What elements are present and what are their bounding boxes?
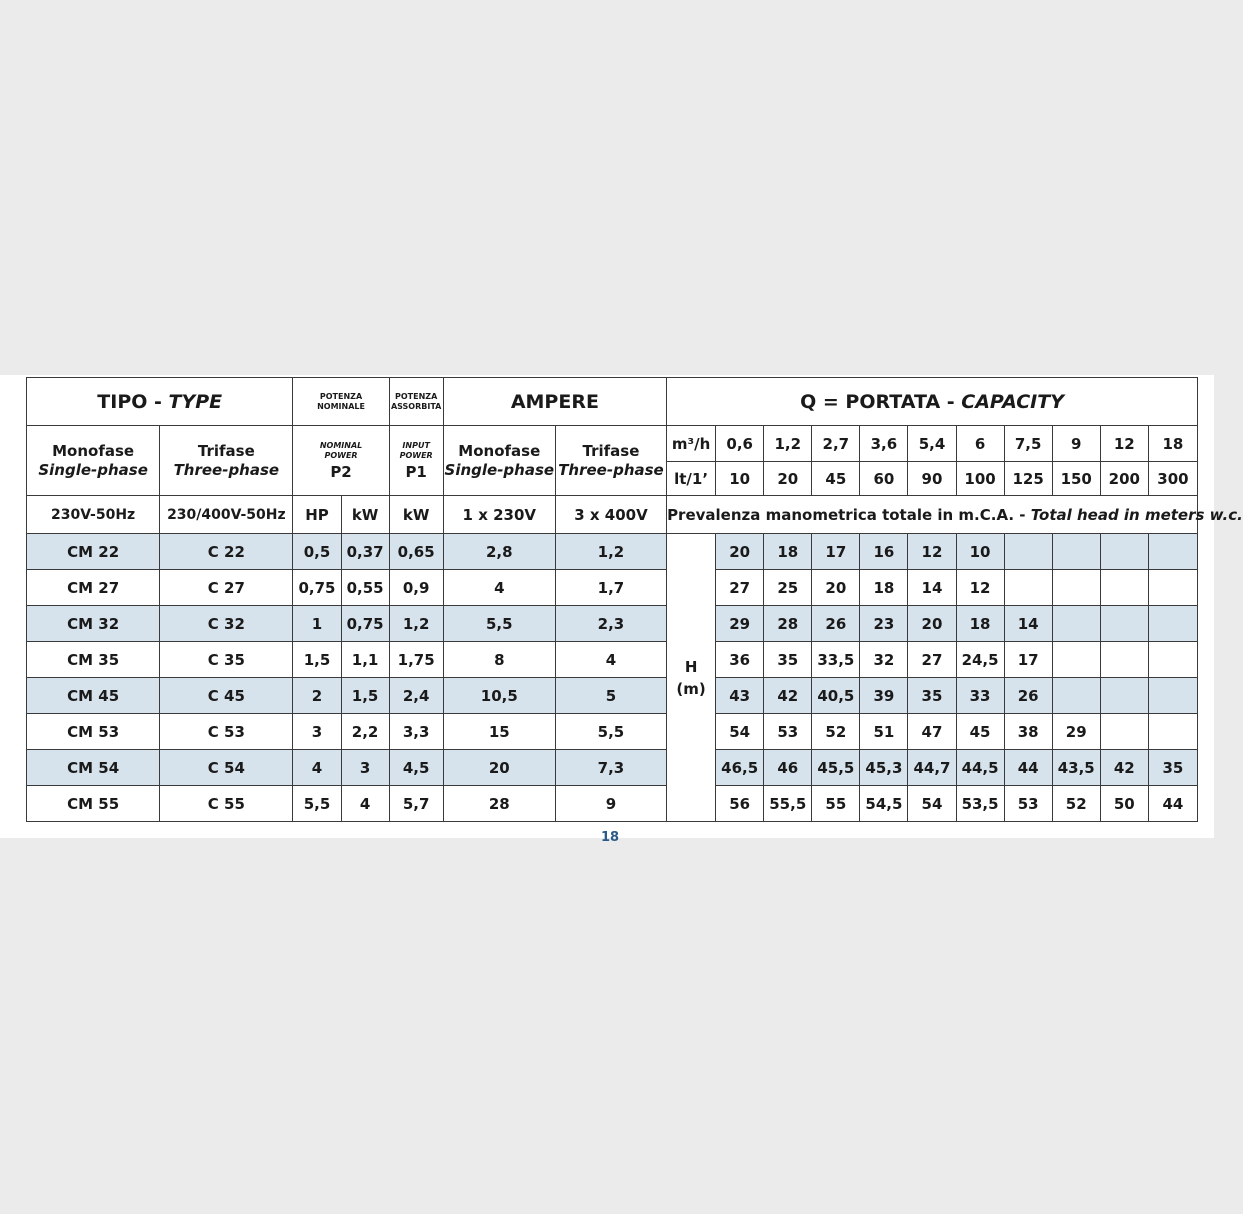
total-head-label: Total head in meters w.c.: [1030, 505, 1243, 524]
head-value-cell: 44: [1004, 750, 1052, 786]
monofase-header: [27, 426, 160, 496]
amp-mono-voltage: 1 x 230V: [443, 496, 555, 534]
flow-m3h-cell: 2,7: [812, 426, 860, 462]
single-phase-label: Single-phase: [38, 460, 148, 479]
amp-tri-cell: 5: [555, 678, 666, 714]
head-value-cell: [1052, 678, 1100, 714]
model-mono-cell: CM 53: [27, 714, 160, 750]
flow-m3h-cell: 9: [1052, 426, 1100, 462]
head-value-cell: 55: [812, 786, 860, 822]
head-value-cell: [1148, 678, 1197, 714]
kw-cell: 2,2: [341, 714, 389, 750]
p1-cell: 1,75: [389, 642, 443, 678]
potenza-assorbita-label: POTENZA ASSORBITA: [390, 391, 442, 411]
head-value-cell: [1004, 570, 1052, 606]
p1-cell: 4,5: [389, 750, 443, 786]
page-number: 18: [601, 830, 620, 845]
head-value-cell: 54: [716, 714, 764, 750]
h-label: H: [684, 657, 698, 676]
ampere-monofase-header: [443, 426, 555, 496]
head-value-cell: 46: [764, 750, 812, 786]
head-value-cell: 55,5: [764, 786, 812, 822]
head-value-cell: 45,3: [860, 750, 908, 786]
head-value-cell: 23: [860, 606, 908, 642]
flow-lt-cell: 100: [956, 462, 1004, 496]
flow-m3h-cell: 6: [956, 426, 1004, 462]
p2-label: P2: [330, 462, 352, 481]
head-value-cell: 45: [956, 714, 1004, 750]
head-value-cell: 35: [1148, 750, 1197, 786]
head-value-cell: [1148, 642, 1197, 678]
trifase-header: [160, 426, 293, 496]
amp-tri-cell: 5,5: [555, 714, 666, 750]
portata-header: [667, 378, 1198, 426]
voltage-mono: 230V-50Hz: [27, 496, 160, 534]
hp-cell: 1,5: [293, 642, 341, 678]
head-value-cell: 17: [812, 534, 860, 570]
head-value-cell: 26: [1004, 678, 1052, 714]
lt-unit-label: lt/1’: [667, 462, 716, 496]
table-row: [27, 606, 1198, 642]
table-row: [27, 570, 1198, 606]
flow-lt-cell: 125: [1004, 462, 1052, 496]
flow-m3h-cell: 0,6: [716, 426, 764, 462]
head-value-cell: 43,5: [1052, 750, 1100, 786]
flow-lt-cell: 90: [908, 462, 956, 496]
head-value-cell: 44,7: [908, 750, 956, 786]
head-value-cell: 43: [716, 678, 764, 714]
head-value-cell: 51: [860, 714, 908, 750]
flow-lt-cell: 60: [860, 462, 908, 496]
flow-lt-cell: 300: [1148, 462, 1197, 496]
head-value-cell: 18: [764, 534, 812, 570]
head-value-cell: 29: [1052, 714, 1100, 750]
head-value-cell: 17: [1004, 642, 1052, 678]
head-value-cell: 12: [956, 570, 1004, 606]
head-value-cell: [1100, 642, 1148, 678]
hp-cell: 4: [293, 750, 341, 786]
head-value-cell: 10: [956, 534, 1004, 570]
head-value-cell: 44,5: [956, 750, 1004, 786]
tipo-label: TIPO -: [97, 390, 169, 413]
model-tri-cell: C 55: [160, 786, 293, 822]
amp-tri-voltage: 3 x 400V: [555, 496, 666, 534]
head-value-cell: 54: [908, 786, 956, 822]
model-tri-cell: C 45: [160, 678, 293, 714]
head-value-cell: 42: [764, 678, 812, 714]
kw-cell: 1,1: [341, 642, 389, 678]
flow-lt-cell: 200: [1100, 462, 1148, 496]
model-mono-cell: CM 45: [27, 678, 160, 714]
hp-cell: 3: [293, 714, 341, 750]
amp-mono-cell: 2,8: [443, 534, 555, 570]
amp-mono-cell: 28: [443, 786, 555, 822]
head-value-cell: [1052, 534, 1100, 570]
model-mono-cell: CM 27: [27, 570, 160, 606]
ampere-single-phase-label: Single-phase: [444, 460, 555, 479]
amp-mono-cell: 5,5: [443, 606, 555, 642]
ampere-trifase-header: [555, 426, 666, 496]
hp-cell: 0,75: [293, 570, 341, 606]
nominal-power-label: NOMINAL POWER: [319, 440, 363, 460]
head-value-cell: 46,5: [716, 750, 764, 786]
potenza-assorbita-header: [389, 378, 443, 426]
flow-m3h-cell: 1,2: [764, 426, 812, 462]
amp-tri-cell: 4: [555, 642, 666, 678]
model-tri-cell: C 53: [160, 714, 293, 750]
ampere-label: AMPERE: [510, 390, 599, 413]
table-row: [27, 678, 1198, 714]
head-value-cell: 20: [812, 570, 860, 606]
p1-cell: 0,9: [389, 570, 443, 606]
portata-label: Q = PORTATA -: [800, 390, 962, 413]
prevalenza-header: [667, 496, 1243, 534]
ampere-three-phase-label: Three-phase: [558, 460, 664, 479]
head-value-cell: [1100, 678, 1148, 714]
hp-unit: HP: [293, 496, 341, 534]
p1-kw-unit: kW: [389, 496, 443, 534]
head-value-cell: [1100, 534, 1148, 570]
head-value-cell: 53: [1004, 786, 1052, 822]
head-value-cell: [1100, 570, 1148, 606]
head-value-cell: 39: [860, 678, 908, 714]
amp-mono-cell: 10,5: [443, 678, 555, 714]
p1-label: P1: [405, 462, 427, 481]
head-value-cell: [1052, 570, 1100, 606]
amp-mono-cell: 4: [443, 570, 555, 606]
potenza-nominale-header: [293, 378, 389, 426]
amp-tri-cell: 9: [555, 786, 666, 822]
p1-cell: 5,7: [389, 786, 443, 822]
flow-m3h-cell: 7,5: [1004, 426, 1052, 462]
voltage-tri: 230/400V-50Hz: [160, 496, 293, 534]
amp-tri-cell: 1,2: [555, 534, 666, 570]
head-axis-label: [667, 534, 716, 822]
kw-cell: 4: [341, 786, 389, 822]
head-value-cell: [1004, 534, 1052, 570]
head-value-cell: 35: [764, 642, 812, 678]
flow-m3h-cell: 5,4: [908, 426, 956, 462]
head-value-cell: 18: [956, 606, 1004, 642]
table-row: [27, 786, 1198, 822]
model-mono-cell: CM 55: [27, 786, 160, 822]
flow-lt-cell: 10: [716, 462, 764, 496]
p1-cell: 1,2: [389, 606, 443, 642]
head-value-cell: 18: [860, 570, 908, 606]
head-value-cell: 50: [1100, 786, 1148, 822]
table-row: [27, 714, 1198, 750]
table-row: [27, 534, 1198, 570]
p2-header: [293, 426, 389, 496]
capacity-label: CAPACITY: [961, 390, 1064, 413]
head-value-cell: 20: [716, 534, 764, 570]
hp-cell: 1: [293, 606, 341, 642]
m3h-unit-label: m³/h: [667, 426, 716, 462]
model-mono-cell: CM 32: [27, 606, 160, 642]
model-mono-cell: CM 54: [27, 750, 160, 786]
head-value-cell: 29: [716, 606, 764, 642]
monofase-label: Monofase: [52, 441, 135, 460]
pump-spec-table: [26, 377, 1243, 822]
flow-lt-cell: 20: [764, 462, 812, 496]
flow-m3h-cell: 12: [1100, 426, 1148, 462]
model-tri-cell: C 22: [160, 534, 293, 570]
head-value-cell: 14: [908, 570, 956, 606]
p1-cell: 0,65: [389, 534, 443, 570]
head-value-cell: [1100, 606, 1148, 642]
head-value-cell: 28: [764, 606, 812, 642]
flow-lt-cell: 45: [812, 462, 860, 496]
amp-mono-cell: 15: [443, 714, 555, 750]
head-value-cell: 53,5: [956, 786, 1004, 822]
type-label: TYPE: [168, 390, 223, 413]
kw-cell: 0,37: [341, 534, 389, 570]
head-value-cell: 32: [860, 642, 908, 678]
head-value-cell: [1148, 534, 1197, 570]
kw-cell: 0,55: [341, 570, 389, 606]
head-value-cell: 36: [716, 642, 764, 678]
ampere-trifase-label: Trifase: [582, 441, 640, 460]
ampere-header: [443, 378, 666, 426]
head-value-cell: 52: [812, 714, 860, 750]
spec-sheet: [0, 375, 1243, 845]
head-value-cell: 42: [1100, 750, 1148, 786]
amp-tri-cell: 1,7: [555, 570, 666, 606]
head-value-cell: 56: [716, 786, 764, 822]
amp-mono-cell: 20: [443, 750, 555, 786]
head-value-cell: 47: [908, 714, 956, 750]
amp-tri-cell: 7,3: [555, 750, 666, 786]
head-value-cell: 40,5: [812, 678, 860, 714]
table-row: [27, 642, 1198, 678]
head-value-cell: 45,5: [812, 750, 860, 786]
p1-header: [389, 426, 443, 496]
head-value-cell: 26: [812, 606, 860, 642]
head-value-cell: 44: [1148, 786, 1197, 822]
kw-cell: 0,75: [341, 606, 389, 642]
amp-tri-cell: 2,3: [555, 606, 666, 642]
flow-m3h-cell: 18: [1148, 426, 1197, 462]
model-tri-cell: C 32: [160, 606, 293, 642]
potenza-nominale-label: POTENZA NOMINALE: [317, 391, 365, 411]
flow-lt-cell: 150: [1052, 462, 1100, 496]
head-value-cell: 54,5: [860, 786, 908, 822]
head-value-cell: 27: [716, 570, 764, 606]
head-value-cell: [1148, 606, 1197, 642]
kw-cell: 1,5: [341, 678, 389, 714]
model-tri-cell: C 27: [160, 570, 293, 606]
head-value-cell: 33,5: [812, 642, 860, 678]
model-mono-cell: CM 35: [27, 642, 160, 678]
model-tri-cell: C 35: [160, 642, 293, 678]
three-phase-label: Three-phase: [173, 460, 280, 479]
head-value-cell: 20: [908, 606, 956, 642]
kw-cell: 3: [341, 750, 389, 786]
p1-cell: 2,4: [389, 678, 443, 714]
p1-cell: 3,3: [389, 714, 443, 750]
head-value-cell: [1052, 606, 1100, 642]
model-mono-cell: CM 22: [27, 534, 160, 570]
head-value-cell: 27: [908, 642, 956, 678]
head-value-cell: 12: [908, 534, 956, 570]
prevalenza-label: Prevalenza manometrica totale in m.C.A. -: [667, 505, 1031, 524]
head-value-cell: [1052, 642, 1100, 678]
head-value-cell: 14: [1004, 606, 1052, 642]
hp-cell: 2: [293, 678, 341, 714]
input-power-label: INPUT POWER: [399, 440, 433, 460]
tipo-header: [27, 378, 293, 426]
head-value-cell: 52: [1052, 786, 1100, 822]
head-value-cell: [1100, 714, 1148, 750]
head-value-cell: [1148, 570, 1197, 606]
hp-cell: 0,5: [293, 534, 341, 570]
head-value-cell: [1148, 714, 1197, 750]
head-value-cell: 35: [908, 678, 956, 714]
head-value-cell: 25: [764, 570, 812, 606]
trifase-label: Trifase: [197, 441, 255, 460]
head-value-cell: 24,5: [956, 642, 1004, 678]
hp-cell: 5,5: [293, 786, 341, 822]
head-value-cell: 16: [860, 534, 908, 570]
model-tri-cell: C 54: [160, 750, 293, 786]
head-value-cell: 53: [764, 714, 812, 750]
kw-unit: kW: [341, 496, 389, 534]
head-value-cell: 33: [956, 678, 1004, 714]
flow-m3h-cell: 3,6: [860, 426, 908, 462]
ampere-monofase-label: Monofase: [458, 441, 541, 460]
amp-mono-cell: 8: [443, 642, 555, 678]
h-unit-label: (m): [676, 679, 706, 698]
head-value-cell: 38: [1004, 714, 1052, 750]
table-row: [27, 750, 1198, 786]
